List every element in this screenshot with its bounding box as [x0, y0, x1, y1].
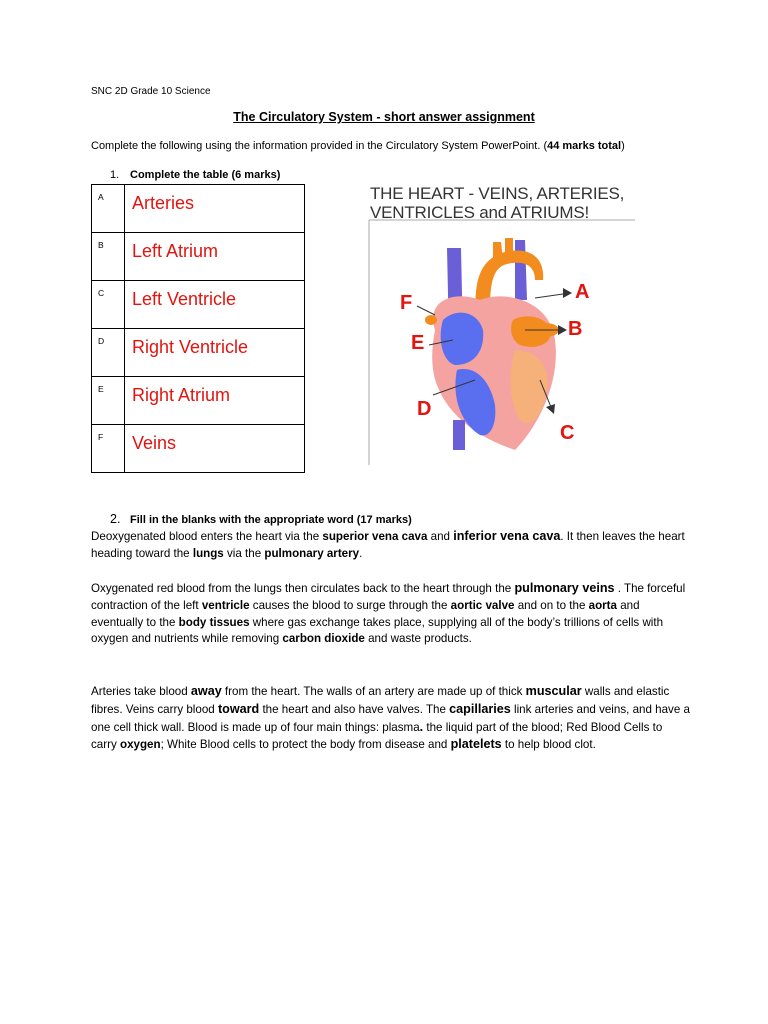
row-answer[interactable]: Right Ventricle — [125, 329, 305, 377]
text: causes the blood to surge through the — [249, 598, 451, 612]
answer-muscular: muscular — [525, 684, 582, 698]
total-marks: 44 marks total — [547, 140, 622, 152]
paragraph-3 — [91, 683, 691, 754]
label-a: A — [575, 281, 590, 303]
text: link arteries and veins, and have a one cell thick wall. Blood is made up of four main things: plasma — [91, 702, 690, 734]
text: . It then leaves the heart heading toward the — [91, 530, 685, 560]
answer-plasma-mark: . — [419, 719, 424, 734]
label-b: B — [568, 318, 583, 340]
row-answer[interactable]: Left Ventricle — [125, 281, 305, 329]
question-1-label: Complete the table (6 marks) — [130, 169, 281, 181]
instructions — [91, 140, 625, 152]
paragraph-2 — [91, 580, 691, 648]
answer-pulmonary-veins: pulmonary veins — [514, 581, 615, 595]
text: the heart and also have valves. The — [259, 702, 450, 716]
page-title: The Circulatory System - short answer assignment — [233, 110, 535, 124]
text: Oxygenated red blood from the lungs then circulates back to the heart through the — [91, 582, 515, 595]
row-answer[interactable]: Right Atrium — [125, 377, 305, 425]
answer-away: away — [190, 684, 222, 698]
answer-pulmonary-artery: pulmonary artery — [264, 546, 360, 560]
question-1-number: 1. — [110, 169, 120, 181]
answer-lungs: lungs — [192, 546, 224, 560]
row-letter: C — [92, 281, 125, 329]
text: . — [359, 546, 363, 560]
paragraph-1 — [91, 528, 691, 563]
answer-toward: toward — [217, 701, 260, 716]
heart-illustration — [365, 180, 635, 470]
course-header: SNC 2D Grade 10 Science — [91, 86, 211, 97]
answer-ventricle: ventricle — [201, 598, 250, 612]
row-letter: A — [92, 185, 125, 233]
text: Arteries take blood — [91, 685, 191, 698]
text: and eventually to the — [91, 598, 640, 629]
label-d: D — [417, 398, 432, 420]
label-e: E — [411, 332, 425, 354]
text: Deoxygenated blood enters the heart via the — [91, 530, 323, 543]
table-row — [92, 233, 305, 281]
text: from the heart. The walls of an artery are made up of thick — [221, 685, 526, 698]
answer-platelets: platelets — [450, 737, 502, 752]
text: ; White Blood cells to protect the body from disease and — [160, 738, 451, 752]
text: and on to the — [514, 598, 589, 612]
instructions-close: ) — [621, 140, 625, 152]
text: where gas exchange takes place, supplying all of the body’s trillions of cells with oxygen and nutrients while removing — [91, 615, 664, 646]
question-2-label: Fill in the blanks with the appropriate word (17 marks) — [130, 514, 412, 526]
answer-aorta: aorta — [588, 598, 617, 612]
text: to help blood clot. — [501, 738, 596, 752]
question-2-number: 2. — [110, 512, 121, 526]
answer-capillaries: capillaries — [449, 701, 511, 716]
label-c: C — [560, 422, 575, 444]
question-1-heading — [110, 169, 280, 181]
diagram-title-line-2: VENTRICLES and ATRIUMS! — [370, 203, 589, 222]
answer-superior-vena-cava: superior vena cava — [322, 530, 428, 543]
text: and — [427, 530, 454, 543]
instructions-text: Complete the following using the information provided in the Circulatory System PowerPoint. ( — [91, 140, 548, 152]
text: walls and elastic fibres. Veins carry blood — [91, 685, 670, 716]
label-f: F — [400, 292, 413, 314]
row-letter: E — [92, 377, 125, 425]
answer-aortic-valve: aortic valve — [450, 598, 515, 612]
question-2-heading — [110, 512, 412, 526]
row-letter: B — [92, 233, 125, 281]
table-row — [92, 425, 305, 473]
table-row — [92, 329, 305, 377]
table-row — [92, 377, 305, 425]
text: . The forceful contraction of the left — [91, 582, 686, 612]
answer-body-tissues: body tissues — [178, 615, 250, 629]
table-row — [92, 185, 305, 233]
row-letter: D — [92, 329, 125, 377]
text: via the — [223, 546, 265, 560]
heart-diagram — [365, 180, 635, 470]
answer-oxygen: oxygen — [119, 738, 161, 752]
answer-carbon-dioxide: carbon dioxide — [282, 632, 365, 646]
diagram-title-line-1: THE HEART - VEINS, ARTERIES, — [370, 184, 625, 203]
row-answer[interactable]: Veins — [125, 425, 305, 473]
text: and waste products. — [364, 632, 472, 646]
answer-table — [91, 184, 305, 473]
row-letter: F — [92, 425, 125, 473]
row-answer[interactable]: Left Atrium — [125, 233, 305, 281]
text: the liquid part of the blood; Red Blood Cells to carry — [91, 720, 663, 752]
row-answer[interactable]: Arteries — [125, 185, 305, 233]
answer-inferior-vena-cava: inferior vena cava — [453, 529, 561, 543]
table-row — [92, 281, 305, 329]
